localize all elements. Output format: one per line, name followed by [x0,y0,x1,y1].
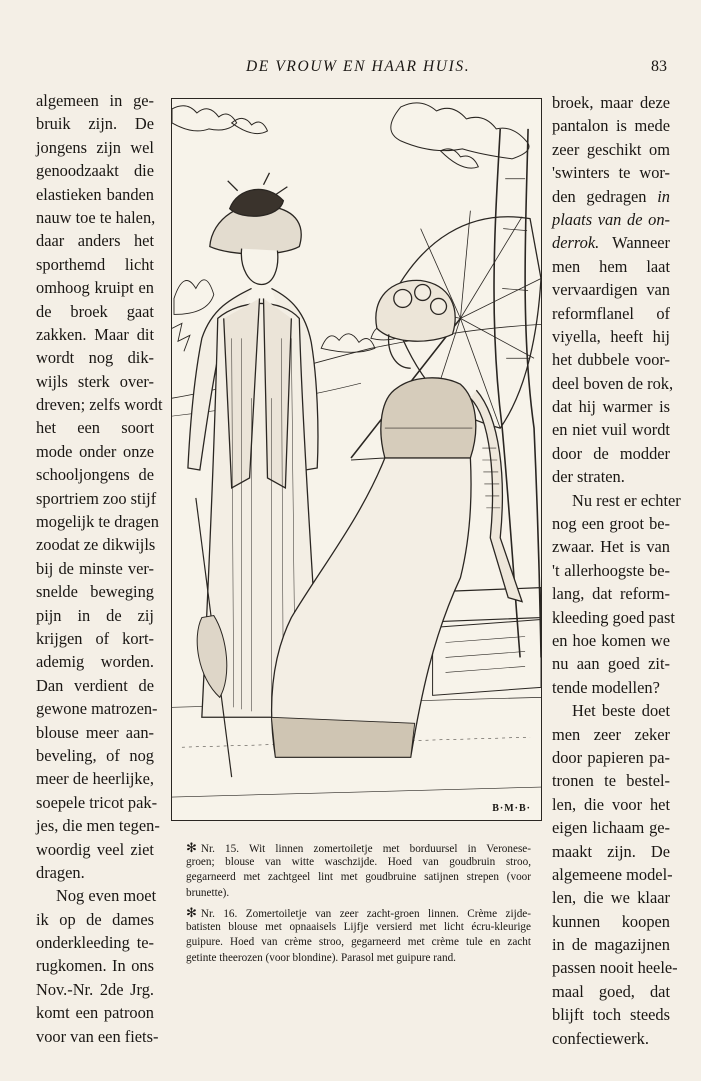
illustration-drawing [172,99,541,820]
italic-text: derrok. [552,233,600,253]
text-line: mogelijk te dragen [36,512,159,532]
text-line: men zeer zeker [552,724,670,744]
page-number: 83 [651,58,667,75]
caption-line: guipure. Hoed van crème stroo, gegarneerd met crème tule en zacht [186,936,531,949]
caption-text: Nr. 15. Wit linnen zomertoiletje met borduursel in Veronese- [200,843,531,855]
text-line: omhoog kruipt en [36,278,154,298]
text-line: door papieren pa- [552,747,670,767]
text-line [552,185,670,208]
text-line: len, die we klaar [552,888,670,908]
text-line: daar anders het [36,231,154,251]
text-line: ademig worden. [36,652,154,672]
text-line [552,231,670,254]
text-line: pijn in de zij [36,605,154,625]
text-line: en niet vuil wordt [552,420,670,440]
text-line: lang, dat reform- [552,584,670,604]
text-line: zeer geschikt om [552,139,670,159]
left-text-column [36,89,163,1048]
text-line: bij de minste ver- [36,558,154,578]
text-line: zwaar. Het is van [552,537,670,557]
text-line: kleeding goed past [552,607,675,627]
caption-line: brunette). [186,886,230,899]
caption-line [186,840,531,855]
running-head [0,58,701,82]
text-line: voor van een fiets- [36,1026,159,1046]
text-line: Het beste doet [572,701,670,721]
text-line: genoodzaakt die [36,161,154,181]
text-line: zoodat ze dikwijls [36,535,156,555]
caption-nr-15 [186,840,531,901]
text-line: men hem laat [552,256,670,276]
text-line: krijgen of kort- [36,628,154,648]
caption-line: groen; blouse van witte waschzijde. Hoed van goudbruin stroo, [186,856,531,869]
text-line: komt een patroon [36,1003,154,1023]
asterism-icon: ✻ [186,905,197,920]
running-title: DE VROUW EN HAAR HUIS. [246,58,471,75]
text-line: dreven; zelfs wordt [36,395,163,415]
text-line: en hoe komen we [552,630,670,650]
caption-line: getinte theerozen (voor blondine). Parasol met guipure rand. [186,951,456,964]
text-line: door de modder [552,443,670,463]
caption-text: Nr. 16. Zomertoiletje van zeer zacht-groen linnen. Crème zijde- [200,908,531,920]
text-line [552,208,670,231]
fashion-illustration [171,98,542,821]
text-line: mode onder onze [36,441,154,461]
text-line: in de magazijnen [552,935,670,955]
text-line: Nu rest er echter [572,490,681,510]
text-line: onderkleeding te- [36,933,154,953]
text-line: reformflanel of [552,303,670,323]
text-line: pantalon is mede [552,116,670,136]
text-line: blouse meer aan- [36,722,154,742]
text-line: zakken. Maar dit [36,324,154,344]
text-line: maakt zijn. De [552,841,670,861]
text-line: deel boven de rok, [552,373,674,393]
text-line: algemeene model- [552,864,673,884]
text-line: dragen. [36,862,85,882]
text-line: nog een groot be- [552,514,670,534]
text-line: 't allerhoogste be- [552,560,670,580]
text-line: nu aan goed zit- [552,654,670,674]
caption-nr-16 [186,905,531,966]
text-line: elastieken banden [36,184,154,204]
asterism-icon: ✻ [186,840,197,855]
text-line: 'swinters te wor- [552,163,670,183]
text-line: jes, die men tegen- [36,816,160,836]
text-line: tronen te bestel- [552,771,670,791]
text-line: eigen lichaam ge- [552,818,670,838]
text-line: soepele tricot pak- [36,792,158,812]
text-line: Dan verdient de [36,675,154,695]
text-line: blijft toch steeds [552,1005,670,1025]
text-line: het een soort [36,418,154,438]
text-line: gewone matrozen- [36,699,158,719]
text-line: wijls sterk over- [36,371,154,391]
caption-line: batisten blouse met opnaaisels Lijfje versierd met licht écru-kleurige [186,921,531,934]
text-line: wordt nog dik- [36,348,154,368]
italic-text: plaats van de on- [552,209,670,229]
text-line: jongens zijn wel [36,137,154,157]
text-line: maal goed, dat [552,981,670,1001]
text-line: passen nooit heele- [552,958,678,978]
right-text-column [552,91,681,1050]
text-line: ik op de dames [36,909,154,929]
text-line: Nog even moet [56,886,157,906]
text-line: kunnen koopen [552,911,670,931]
text-line: broek, maar deze [552,93,670,112]
text-line: het dubbele voor- [552,350,670,370]
text-line: bruik zijn. De [36,114,154,134]
caption-line: gegarneerd met zachtgeel lint met goudbruine satijnen strepen (voor [186,871,531,884]
text-line: schooljongens de [36,465,154,485]
caption-line [186,905,531,920]
text-line: sportriem zoo stijf [36,488,157,508]
text-line: tende modellen? [552,677,660,697]
text-line: nauw toe te halen, [36,207,156,227]
text-line: snelde beweging [36,582,154,602]
text-line: algemeen in ge- [36,91,154,110]
text-fragment: den gedragen [552,186,647,206]
italic-text: in [657,186,670,206]
artist-monogram: B·M·B· [492,803,531,814]
text-line: viyella, heeft hij [552,326,670,346]
text-line: dat hij warmer is [552,397,670,417]
text-line: Nov.-Nr. 2de Jrg. [36,979,154,999]
text-line: de broek gaat [36,301,154,321]
text-line: beveling, of nog [36,745,154,765]
text-line: der straten. [552,467,625,487]
text-line: rugkomen. In ons [36,956,154,976]
text-line: vervaardigen van [552,280,670,300]
text-line: sporthemd licht [36,254,154,274]
text-line: meer de heerlijke, [36,769,154,789]
text-line: woordig veel ziet [36,839,154,859]
text-line: confectiewerk. [552,1028,649,1048]
text-fragment: Wanneer [612,233,670,253]
text-line: len, die voor het [552,794,670,814]
